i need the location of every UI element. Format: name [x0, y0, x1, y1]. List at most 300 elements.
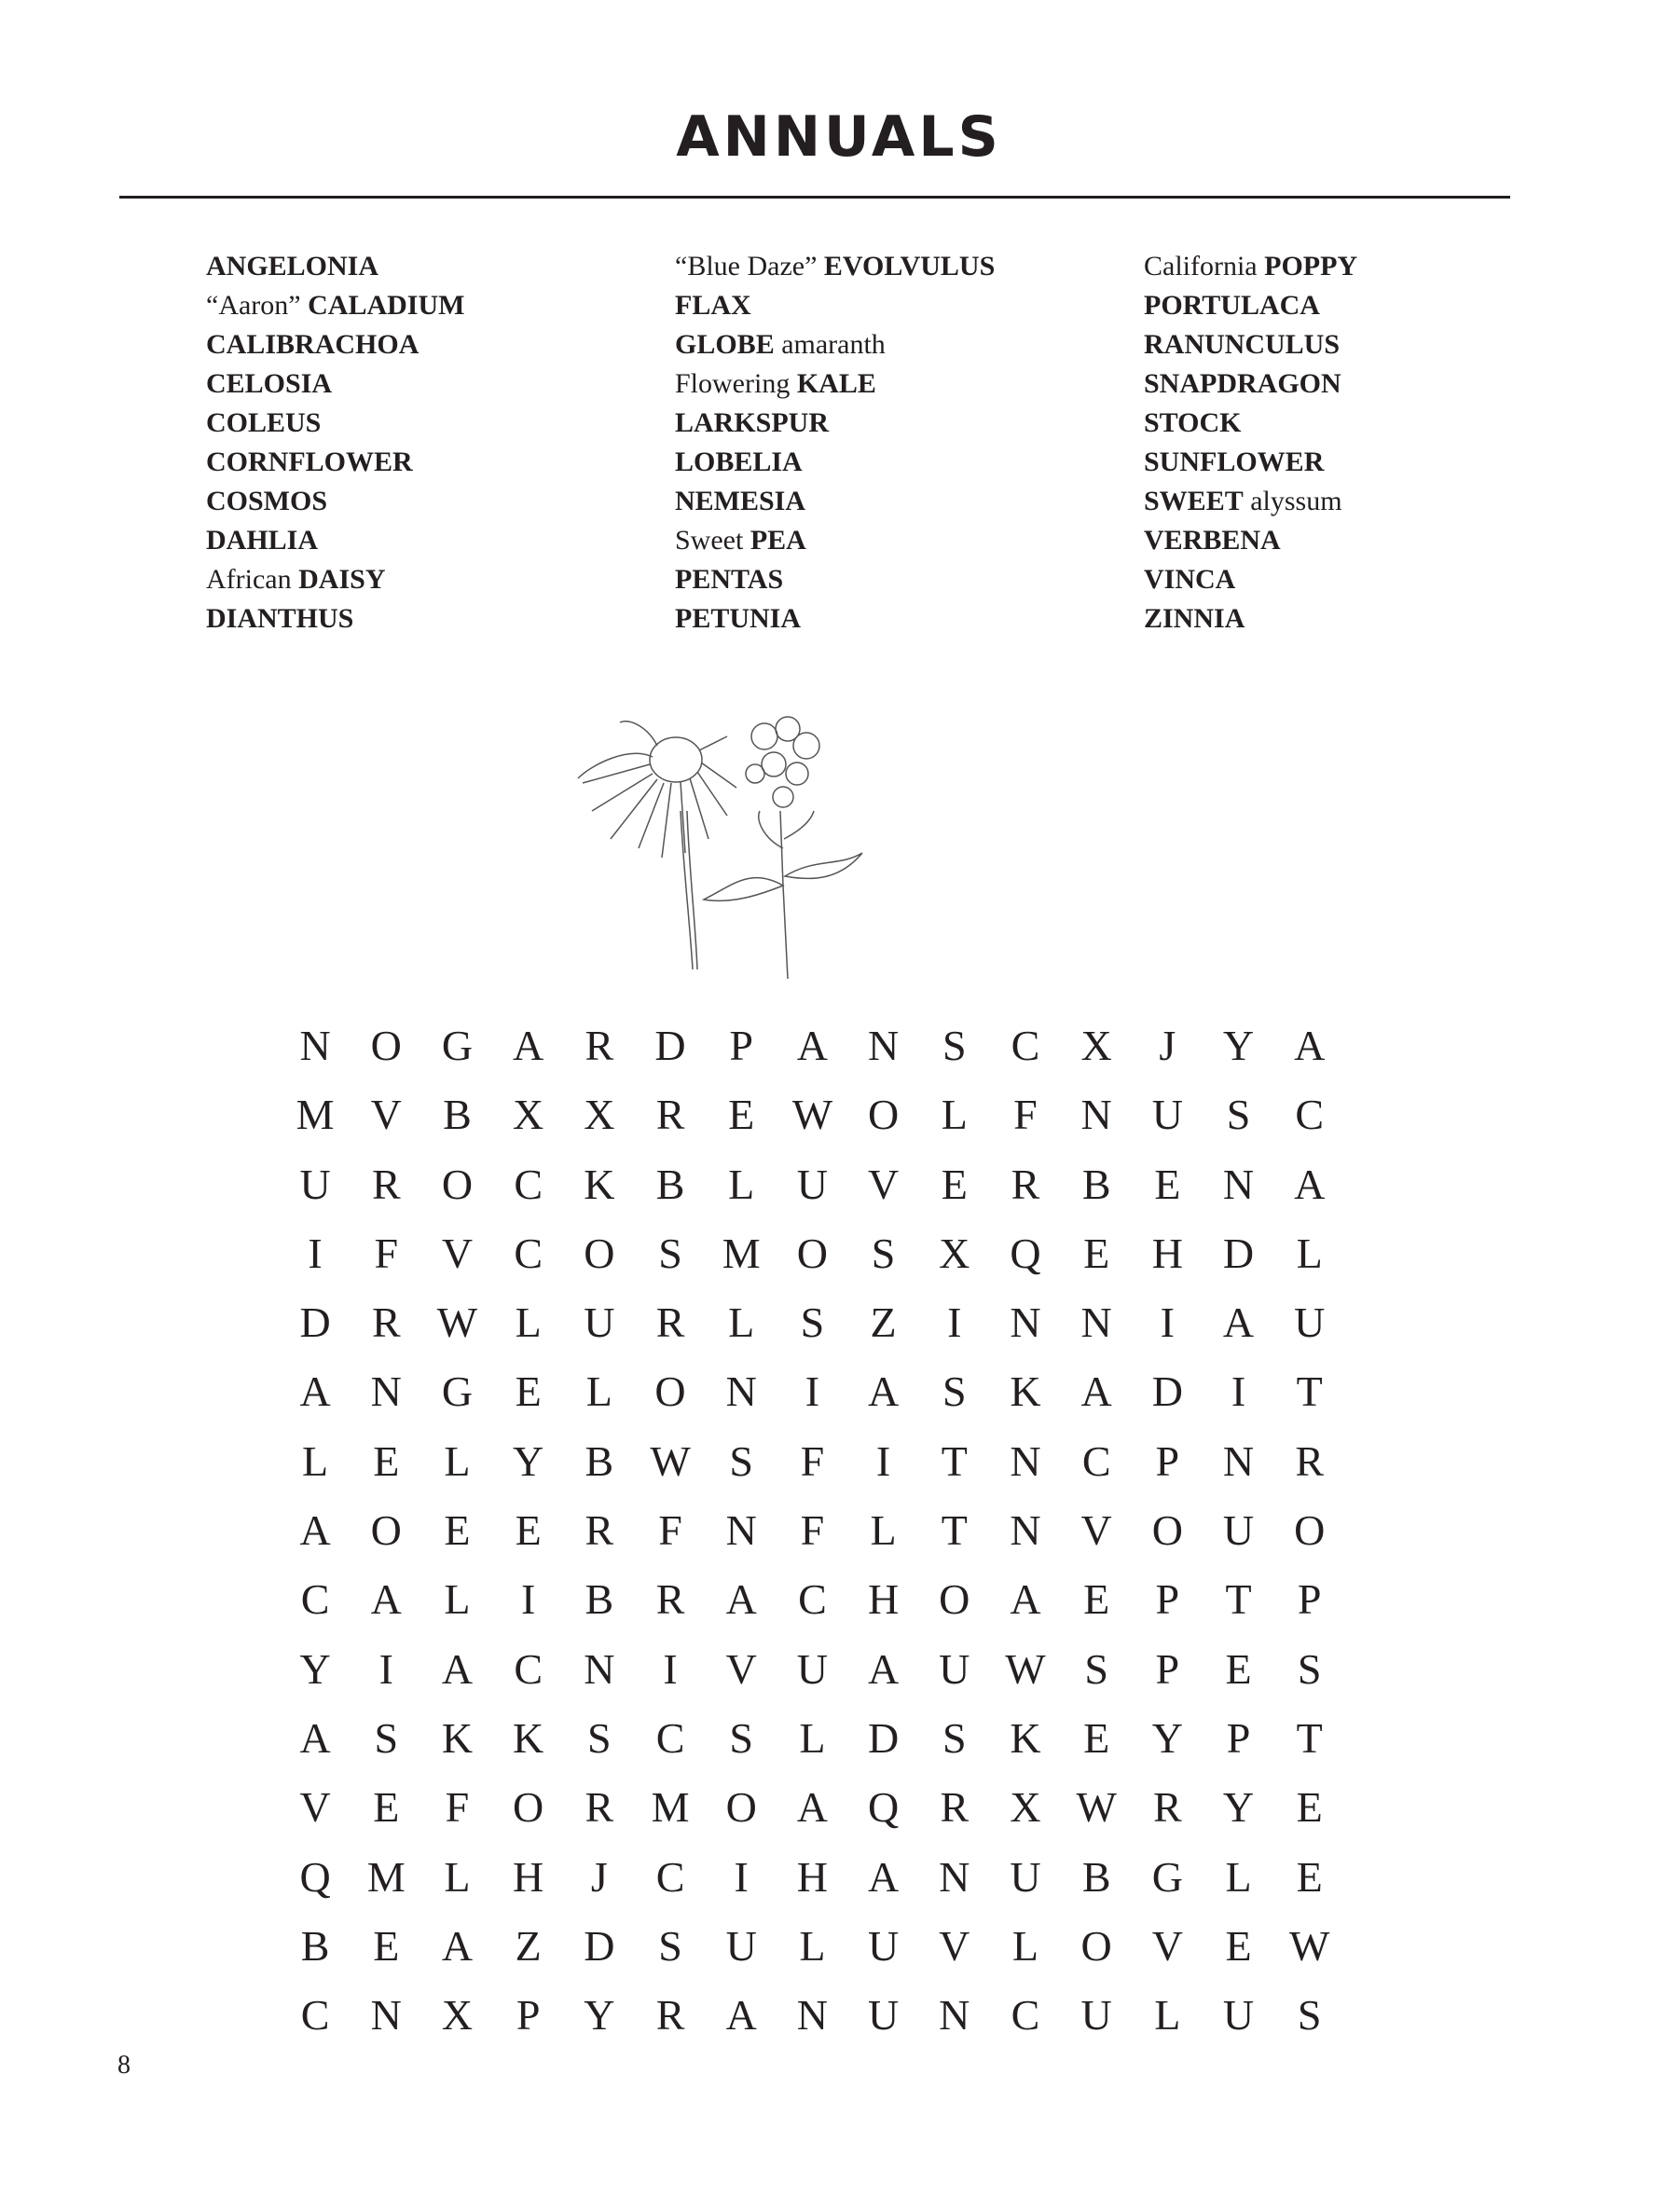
grid-letter[interactable]: S [658, 1229, 682, 1277]
grid-letter[interactable]: F [800, 1506, 825, 1555]
grid-letter[interactable]: H [1151, 1229, 1183, 1277]
grid-letter[interactable]: A [441, 1644, 474, 1693]
grid-letter[interactable]: A [867, 1367, 900, 1416]
grid-letter[interactable]: J [1159, 1022, 1176, 1069]
grid-letter[interactable]: N [1222, 1436, 1255, 1485]
grid-letter[interactable]: B [1081, 1160, 1111, 1208]
word-term: KALE [796, 368, 876, 399]
grid-letter[interactable]: A [725, 1991, 757, 2040]
word-search-grid [280, 1011, 1345, 2050]
grid-letter[interactable]: S [729, 1436, 754, 1485]
word-list-item [1144, 482, 1357, 521]
grid-letter[interactable]: C [1011, 1991, 1040, 2040]
grid-letter[interactable]: H [513, 1852, 544, 1901]
grid-letter[interactable]: O [796, 1229, 829, 1277]
word-list-item [1144, 560, 1357, 599]
grid-letter[interactable]: S [729, 1713, 754, 1762]
grid-letter[interactable]: E [728, 1091, 755, 1139]
word-list-item [206, 325, 464, 364]
word-term: DAHLIA [206, 525, 319, 556]
word-term: PEA [750, 525, 806, 556]
grid-letter[interactable]: A [867, 1644, 900, 1693]
grid-letter[interactable]: O [1294, 1506, 1326, 1555]
grid-letter[interactable]: D [1222, 1229, 1255, 1277]
word-list-item [675, 325, 995, 364]
grid-letter[interactable]: L [302, 1436, 329, 1485]
word-list-item [675, 599, 995, 639]
word-term: SNAPDRAGON [1144, 368, 1341, 399]
word-term: EVOLVULUS [823, 251, 996, 282]
word-list-item [206, 599, 464, 639]
grid-letter[interactable]: L [444, 1436, 471, 1485]
grid-letter[interactable]: A [1222, 1298, 1255, 1347]
grid-letter[interactable]: Y [1151, 1713, 1183, 1762]
word-list-item [1144, 364, 1357, 404]
grid-letter[interactable]: V [939, 1921, 970, 1970]
grid-letter[interactable]: W [791, 1091, 833, 1139]
grid-letter[interactable]: W [1076, 1783, 1117, 1832]
word-list-item [675, 404, 995, 443]
grid-letter[interactable]: D [654, 1022, 686, 1069]
grid-letter[interactable]: E [373, 1783, 400, 1832]
word-term: PORTULACA [1144, 290, 1320, 321]
grid-letter[interactable]: A [299, 1367, 331, 1416]
grid-letter[interactable]: P [1226, 1713, 1251, 1762]
grid-letter[interactable]: H [796, 1852, 829, 1901]
grid-letter[interactable]: X [513, 1091, 544, 1139]
grid-letter[interactable]: Q [1010, 1229, 1041, 1277]
grid-letter[interactable]: O [513, 1783, 544, 1832]
grid-letter[interactable]: N [1080, 1298, 1112, 1347]
word-term: PETUNIA [675, 603, 802, 634]
word-term: CALADIUM [308, 290, 465, 321]
word-list-item [206, 247, 464, 286]
grid-letter[interactable]: N [1222, 1160, 1255, 1208]
grid-letter[interactable]: L [444, 1575, 471, 1624]
grid-letter[interactable]: V [1151, 1921, 1183, 1970]
grid-letter[interactable]: O [939, 1575, 970, 1624]
grid-letter[interactable]: E [1296, 1852, 1323, 1901]
grid-letter[interactable]: P [1155, 1575, 1180, 1624]
grid-letter[interactable]: S [942, 1713, 967, 1762]
word-term: SUNFLOWER [1144, 447, 1325, 477]
grid-letter[interactable]: N [1080, 1091, 1112, 1139]
grid-letter[interactable]: R [655, 1991, 685, 2040]
grid-letter[interactable]: X [939, 1229, 970, 1277]
grid-letter[interactable]: K [1010, 1367, 1041, 1416]
word-list-item [206, 404, 464, 443]
grid-letter[interactable]: E [1296, 1783, 1323, 1832]
word-list-column-3 [1144, 247, 1357, 639]
grid-letter[interactable]: O [441, 1160, 474, 1208]
grid-letter[interactable]: U [1222, 1506, 1255, 1555]
word-qualifier: “Blue Daze” [675, 251, 824, 282]
grid-letter[interactable]: K [513, 1713, 544, 1762]
grid-letter[interactable]: V [299, 1783, 331, 1832]
grid-letter[interactable]: I [1160, 1298, 1175, 1347]
grid-letter[interactable]: S [1084, 1644, 1108, 1693]
grid-letter[interactable]: Z [870, 1298, 897, 1347]
word-term: PENTAS [675, 564, 784, 595]
word-term: DIANTHUS [206, 603, 354, 634]
grid-letter[interactable]: M [366, 1852, 406, 1901]
grid-letter[interactable]: W [650, 1436, 691, 1485]
grid-letter[interactable]: U [867, 1991, 900, 2040]
word-qualifier: California [1144, 251, 1265, 282]
grid-letter[interactable]: A [1294, 1022, 1326, 1069]
word-list-item [675, 247, 995, 286]
grid-letter[interactable]: Z [515, 1921, 542, 1970]
word-qualifier: alyssum [1243, 486, 1342, 516]
grid-letter[interactable]: A [441, 1921, 474, 1970]
grid-letter[interactable]: F [658, 1506, 682, 1555]
grid-letter[interactable]: L [870, 1506, 897, 1555]
grid-letter[interactable]: M [722, 1229, 761, 1277]
word-list-item [675, 286, 995, 325]
grid-letter[interactable]: Y [1222, 1022, 1255, 1069]
flower-illustrations [573, 708, 1002, 979]
grid-letter[interactable]: E [1083, 1575, 1110, 1624]
word-list-item [675, 560, 995, 599]
grid-letter[interactable]: T [941, 1436, 968, 1485]
grid-letter[interactable]: S [587, 1713, 612, 1762]
grid-letter[interactable]: N [1010, 1436, 1041, 1485]
word-term: GLOBE [675, 329, 775, 360]
grid-letter[interactable]: U [939, 1644, 970, 1693]
word-term: CELOSIA [206, 368, 333, 399]
word-term: CALIBRACHOA [206, 329, 420, 360]
grid-letter[interactable]: A [299, 1506, 331, 1555]
grid-letter[interactable]: B [1081, 1852, 1111, 1901]
page-title: ANNUALS [676, 104, 1002, 170]
grid-letter[interactable]: L [799, 1921, 826, 1970]
grid-letter[interactable]: A [796, 1022, 829, 1069]
grid-letter[interactable]: W [436, 1298, 478, 1347]
grid-letter[interactable]: R [585, 1022, 614, 1069]
grid-letter[interactable]: I [1231, 1367, 1246, 1416]
grid-letter[interactable]: X [1080, 1022, 1112, 1069]
grid-letter[interactable]: L [515, 1298, 542, 1347]
word-term: CORNFLOWER [206, 447, 413, 477]
grid-letter[interactable]: V [725, 1644, 757, 1693]
grid-letter[interactable]: C [1295, 1091, 1325, 1139]
grid-letter[interactable]: C [514, 1644, 543, 1693]
grid-letter[interactable]: N [584, 1644, 615, 1693]
grid-letter[interactable]: C [514, 1160, 543, 1208]
grid-letter[interactable]: R [1153, 1783, 1182, 1832]
word-list-item [1144, 325, 1357, 364]
page-number: 8 [117, 2051, 131, 2080]
word-list-item [675, 482, 995, 521]
grid-letter[interactable]: P [729, 1022, 754, 1069]
grid-letter[interactable]: D [299, 1298, 331, 1347]
grid-letter[interactable]: C [655, 1852, 685, 1901]
grid-letter[interactable]: R [1011, 1160, 1040, 1208]
grid-letter[interactable]: G [1151, 1852, 1183, 1901]
grid-letter[interactable]: I [734, 1852, 749, 1901]
grid-letter[interactable]: B [300, 1921, 330, 1970]
grid-letter[interactable]: B [655, 1160, 685, 1208]
word-term: RANUNCULUS [1144, 329, 1341, 360]
word-qualifier: African [206, 564, 299, 595]
grid-letter[interactable]: R [371, 1298, 401, 1347]
grid-letter[interactable]: B [585, 1436, 614, 1485]
grid-letter[interactable]: H [867, 1575, 900, 1624]
word-term: STOCK [1144, 407, 1242, 438]
grid-letter[interactable]: I [378, 1644, 393, 1693]
grid-letter[interactable]: O [584, 1229, 615, 1277]
grid-letter[interactable]: S [1226, 1091, 1251, 1139]
word-term: COLEUS [206, 407, 322, 438]
grid-letter[interactable]: Q [867, 1783, 900, 1832]
grid-letter[interactable]: L [585, 1367, 612, 1416]
grid-letter[interactable]: Y [513, 1436, 544, 1485]
grid-letter[interactable]: I [663, 1644, 678, 1693]
word-list-item [1144, 404, 1357, 443]
grid-letter[interactable]: T [1296, 1367, 1323, 1416]
grid-letter[interactable]: E [1083, 1229, 1110, 1277]
word-list-item [1144, 247, 1357, 286]
grid-letter[interactable]: N [370, 1991, 402, 2040]
word-term: COSMOS [206, 486, 328, 516]
grid-letter[interactable]: U [1294, 1298, 1326, 1347]
grid-letter[interactable]: A [299, 1713, 331, 1762]
word-list-item [1144, 599, 1357, 639]
grid-letter[interactable]: U [725, 1921, 757, 1970]
grid-letter[interactable]: E [373, 1436, 400, 1485]
word-qualifier: Sweet [675, 525, 750, 556]
grid-letter[interactable]: U [1080, 1991, 1112, 2040]
grid-letter[interactable]: Y [299, 1644, 331, 1693]
grid-letter[interactable]: C [798, 1575, 827, 1624]
grid-letter[interactable]: K [584, 1160, 615, 1208]
word-term: DAISY [298, 564, 386, 595]
title-divider [119, 196, 1510, 199]
grid-letter[interactable]: Q [299, 1852, 331, 1901]
grid-letter[interactable]: O [867, 1091, 900, 1139]
grid-letter[interactable]: A [513, 1022, 544, 1069]
grid-letter[interactable]: O [370, 1022, 402, 1069]
grid-letter[interactable]: K [1010, 1713, 1041, 1762]
grid-letter[interactable]: A [796, 1783, 829, 1832]
grid-letter[interactable]: N [1010, 1506, 1041, 1555]
grid-letter[interactable]: L [1225, 1852, 1252, 1901]
grid-letter[interactable]: G [441, 1367, 474, 1416]
word-term: VINCA [1144, 564, 1236, 595]
grid-letter[interactable]: S [658, 1921, 682, 1970]
grid-letter[interactable]: F [800, 1436, 825, 1485]
grid-letter[interactable]: U [1010, 1852, 1041, 1901]
grid-letter[interactable]: W [1289, 1921, 1330, 1970]
grid-letter[interactable]: I [805, 1367, 820, 1416]
grid-letter[interactable]: S [871, 1229, 896, 1277]
grid-letter[interactable]: D [867, 1713, 900, 1762]
word-list-item [1144, 286, 1357, 325]
word-list-item [675, 364, 995, 404]
word-list-column-2 [675, 247, 995, 639]
grid-letter[interactable]: S [942, 1367, 967, 1416]
grid-letter[interactable]: C [1081, 1436, 1111, 1485]
grid-letter[interactable]: R [1295, 1436, 1325, 1485]
grid-letter[interactable]: N [370, 1367, 402, 1416]
grid-letter[interactable]: E [1154, 1160, 1181, 1208]
grid-letter[interactable]: D [584, 1921, 615, 1970]
word-term: NEMESIA [675, 486, 806, 516]
word-term: VERBENA [1144, 525, 1281, 556]
grid-letter[interactable]: E [444, 1506, 471, 1555]
word-list-item [675, 443, 995, 482]
grid-letter[interactable]: E [515, 1367, 542, 1416]
grid-letter[interactable]: L [1154, 1991, 1181, 2040]
grid-letter[interactable]: C [300, 1991, 330, 2040]
grid-letter[interactable]: O [725, 1783, 757, 1832]
word-term: ZINNIA [1144, 603, 1245, 634]
grid-letter[interactable]: N [725, 1506, 757, 1555]
grid-letter[interactable]: F [374, 1229, 399, 1277]
grid-letter[interactable]: T [941, 1506, 968, 1555]
grid-letter[interactable]: P [1297, 1575, 1322, 1624]
grid-letter[interactable]: S [1297, 1644, 1322, 1693]
word-term: POPPY [1264, 251, 1358, 282]
word-list-item [206, 364, 464, 404]
grid-letter[interactable]: Y [584, 1991, 615, 2040]
grid-letter[interactable]: I [520, 1575, 536, 1624]
grid-letter[interactable]: F [445, 1783, 470, 1832]
grid-letter[interactable]: U [796, 1644, 829, 1693]
grid-letter[interactable]: L [799, 1713, 826, 1762]
grid-letter[interactable]: E [941, 1160, 968, 1208]
grid-letter[interactable]: N [939, 1991, 970, 2040]
word-list-column-1 [206, 247, 464, 639]
grid-letter[interactable]: E [1083, 1713, 1110, 1762]
grid-letter[interactable]: V [867, 1160, 900, 1208]
grid-letter[interactable]: F [1013, 1091, 1038, 1139]
grid-letter[interactable]: P [516, 1991, 541, 2040]
grid-letter[interactable]: N [939, 1852, 970, 1901]
word-term: SWEET [1144, 486, 1244, 516]
grid-letter[interactable]: X [584, 1091, 615, 1139]
grid-letter[interactable]: R [371, 1160, 401, 1208]
grid-letter[interactable]: R [585, 1506, 614, 1555]
grid-letter[interactable]: L [941, 1091, 968, 1139]
grid-letter[interactable]: O [654, 1367, 686, 1416]
grid-letter[interactable]: E [515, 1506, 542, 1555]
word-term: ANGELONIA [206, 251, 379, 282]
grid-letter[interactable]: S [942, 1022, 967, 1069]
grid-letter[interactable]: N [796, 1991, 829, 2040]
grid-letter[interactable]: D [1151, 1367, 1183, 1416]
grid-letter[interactable]: C [300, 1575, 330, 1624]
grid-letter[interactable]: I [875, 1436, 891, 1485]
word-list-item [206, 443, 464, 482]
word-list-item [206, 286, 464, 325]
word-list-item [1144, 443, 1357, 482]
grid-letter[interactable]: L [728, 1160, 755, 1208]
word-list-item [206, 482, 464, 521]
grid-letter[interactable]: I [308, 1229, 323, 1277]
word-term: LARKSPUR [675, 407, 830, 438]
grid-letter[interactable]: R [585, 1783, 614, 1832]
grid-letter[interactable]: O [1080, 1921, 1112, 1970]
word-list-item [675, 521, 995, 560]
grid-letter[interactable]: A [1080, 1367, 1112, 1416]
grid-letter[interactable]: K [441, 1713, 474, 1762]
grid-letter[interactable]: A [1294, 1160, 1326, 1208]
grid-letter[interactable]: R [655, 1575, 685, 1624]
grid-letter[interactable]: R [655, 1298, 685, 1347]
grid-letter[interactable]: S [800, 1298, 825, 1347]
grid-letter[interactable]: Y [1222, 1783, 1255, 1832]
grid-letter[interactable]: O [1151, 1506, 1183, 1555]
word-term: FLAX [675, 290, 751, 321]
grid-letter[interactable]: J [590, 1852, 608, 1901]
grid-letter[interactable]: W [1005, 1644, 1046, 1693]
grid-letter[interactable]: E [373, 1921, 400, 1970]
grid-letter[interactable]: X [1010, 1783, 1041, 1832]
grid-letter[interactable]: C [1011, 1022, 1040, 1069]
grid-letter[interactable]: L [1296, 1229, 1323, 1277]
grid-letter[interactable]: L [1011, 1921, 1039, 1970]
grid-letter[interactable]: R [655, 1091, 685, 1139]
grid-letter[interactable]: N [1010, 1298, 1041, 1347]
grid-letter[interactable]: A [370, 1575, 402, 1624]
grid-letter[interactable]: B [585, 1575, 614, 1624]
grid-letter[interactable]: U [867, 1921, 900, 1970]
grid-letter[interactable]: L [444, 1852, 471, 1901]
grid-letter[interactable]: U [1151, 1091, 1183, 1139]
grid-letter[interactable]: V [441, 1229, 474, 1277]
coneflower-illustration [578, 721, 736, 969]
grid-letter[interactable]: E [1225, 1644, 1252, 1693]
grid-letter[interactable]: P [1155, 1644, 1180, 1693]
grid-letter[interactable]: T [1296, 1713, 1323, 1762]
grid-letter[interactable]: S [1297, 1991, 1322, 2040]
grid-letter[interactable]: V [370, 1091, 402, 1139]
grid-letter[interactable]: A [725, 1575, 757, 1624]
grid-letter[interactable]: N [867, 1022, 900, 1069]
grid-letter[interactable]: C [514, 1229, 543, 1277]
grid-letter[interactable]: A [1010, 1575, 1041, 1624]
word-list-item [1144, 521, 1357, 560]
grid-letter[interactable]: L [728, 1298, 755, 1347]
grid-letter[interactable]: N [299, 1022, 331, 1069]
grid-letter[interactable]: T [1225, 1575, 1252, 1624]
grid-letter[interactable]: U [299, 1160, 331, 1208]
grid-letter[interactable]: V [1080, 1506, 1112, 1555]
grid-letter[interactable]: S [374, 1713, 399, 1762]
grid-letter[interactable]: U [584, 1298, 615, 1347]
grid-letter[interactable]: G [441, 1022, 474, 1069]
grid-letter[interactable]: B [443, 1091, 472, 1139]
grid-letter[interactable]: E [1225, 1921, 1252, 1970]
grid-letter[interactable]: A [867, 1852, 900, 1901]
grid-letter[interactable]: P [1155, 1436, 1180, 1485]
grid-letter[interactable]: M [651, 1783, 690, 1832]
grid-letter[interactable]: N [725, 1367, 757, 1416]
word-qualifier: “Aaron” [206, 290, 309, 321]
word-list-item [206, 521, 464, 560]
grid-letter[interactable]: U [796, 1160, 829, 1208]
grid-letter[interactable]: R [940, 1783, 970, 1832]
grid-letter[interactable]: M [296, 1091, 335, 1139]
grid-letter[interactable]: O [370, 1506, 402, 1555]
grid-letter[interactable]: U [1222, 1991, 1255, 2040]
grid-letter[interactable]: I [947, 1298, 962, 1347]
grid-letter[interactable]: C [655, 1713, 685, 1762]
word-list-item [206, 560, 464, 599]
grid-letter[interactable]: X [441, 1991, 474, 2040]
verbena-illustration [704, 717, 862, 979]
